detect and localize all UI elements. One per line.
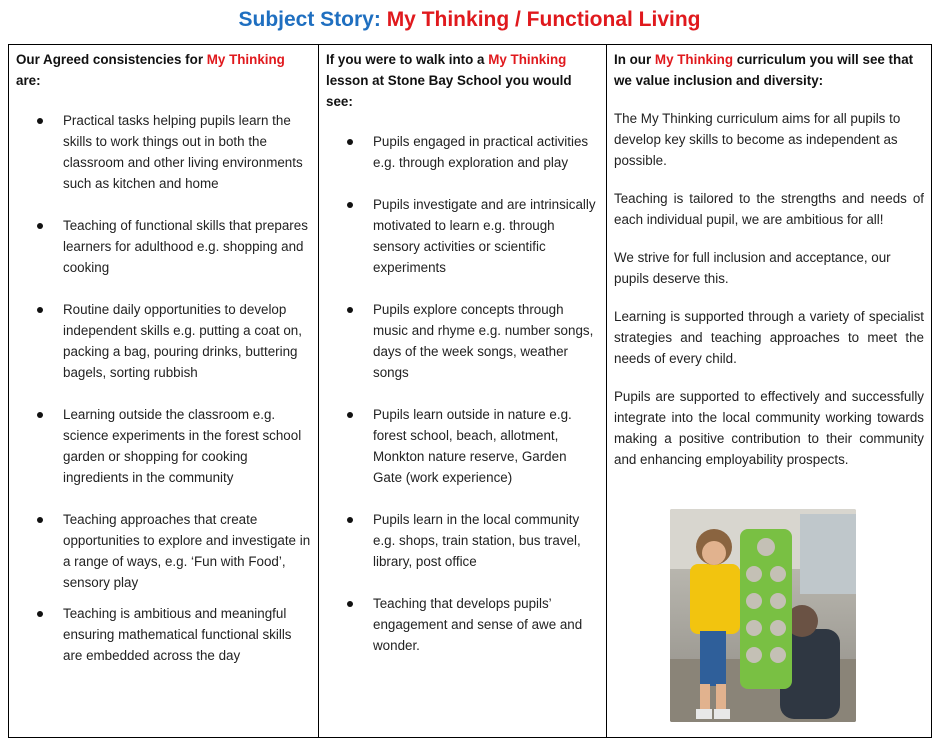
column-heading <box>16 49 311 91</box>
list-item <box>16 404 311 488</box>
content-table <box>8 44 932 738</box>
list-item-text: Pupils learn in the local community e.g. shops, train station, bus travel, library, post office <box>373 512 581 569</box>
list-item <box>326 404 599 488</box>
list-item-text: Pupils investigate and are intrinsically motivated to learn e.g. through sensory activities or scientific experiments <box>373 197 596 275</box>
list-item <box>16 299 311 383</box>
title-prefix: Subject Story: <box>238 8 381 31</box>
heading-text: are: <box>16 73 41 88</box>
bullet-icon <box>347 139 353 145</box>
heading-highlight: My Thinking <box>206 52 285 67</box>
list-item <box>16 603 311 666</box>
bullet-icon <box>347 202 353 208</box>
list-item <box>326 299 599 383</box>
bullet-icon <box>37 223 43 229</box>
bullet-icon <box>37 412 43 418</box>
list-item <box>326 131 599 173</box>
list-item-text: Pupils explore concepts through music and rhyme e.g. number songs, days of the week songs, weather songs <box>373 302 594 380</box>
list-item-text: Teaching of functional skills that prepares learners for adulthood e.g. shopping and cooking <box>63 218 308 275</box>
heading-text: If you were to walk into a <box>326 52 489 67</box>
column-lesson-observations <box>319 45 607 737</box>
list-item <box>16 509 311 593</box>
photo-illustration <box>670 509 856 722</box>
column-agreed-consistencies <box>9 45 319 737</box>
paragraph: We strive for full inclusion and acceptance, our pupils deserve this. <box>614 250 891 286</box>
bullet-icon <box>37 307 43 313</box>
list-item <box>16 215 311 278</box>
list-item-text: Teaching is ambitious and meaningful ensuring mathematical functional skills are embedded across the day <box>63 606 292 663</box>
list-item-text: Pupils learn outside in nature e.g. forest school, beach, allotment, Monkton nature reserve, Garden Gate (work experience) <box>373 407 572 485</box>
bullet-icon <box>37 611 43 617</box>
paragraph: The My Thinking curriculum aims for all pupils to develop key skills to become as independent as possible. <box>614 111 901 168</box>
list-item-text: Teaching that develops pupils’ engagement and sense of awe and wonder. <box>373 596 583 653</box>
list-item <box>16 110 311 194</box>
column-heading <box>614 49 924 91</box>
list-item-text: Teaching approaches that create opportunities to explore and investigate in a range of ways, e.g. ‘Fun with Food’, sensory play <box>63 512 311 590</box>
page-title <box>0 8 939 32</box>
bullet-icon <box>347 601 353 607</box>
heading-text: In our <box>614 52 655 67</box>
heading-text: lesson at Stone Bay School you would see: <box>326 73 572 109</box>
heading-highlight: My Thinking <box>488 52 567 67</box>
column-heading <box>326 49 599 112</box>
list-item <box>326 194 599 278</box>
classroom-photo <box>670 509 856 722</box>
list-item-text: Learning outside the classroom e.g. science experiments in the forest school garden or shopping for cooking ingredients in the community <box>63 407 302 485</box>
bullet-icon <box>37 118 43 124</box>
bullet-icon <box>347 412 353 418</box>
list-item <box>326 509 599 572</box>
bullet-list <box>16 110 311 666</box>
paragraph: Learning is supported through a variety of specialist strategies and teaching approaches to meet the needs of every child. <box>614 309 924 366</box>
title-main: My Thinking / Functional Living <box>386 8 701 31</box>
list-item <box>326 593 599 656</box>
list-item-text: Practical tasks helping pupils learn the skills to work things out in both the classroom and other living environments such as kitchen and home <box>63 113 303 191</box>
heading-text: curriculum you will see that we value inclusion and diversity: <box>614 52 914 88</box>
column-inclusion-diversity <box>607 45 931 737</box>
paragraph: Teaching is tailored to the strengths and needs of each individual pupil, we are ambitious for all! <box>614 191 924 227</box>
paragraph: Pupils are supported to effectively and successfully integrate into the local community working towards making a positive contribution to their community and enhancing employability prospects. <box>614 389 924 467</box>
list-item-text: Pupils engaged in practical activities e.g. through exploration and play <box>373 134 589 170</box>
bullet-list <box>326 131 599 656</box>
heading-text: Our Agreed consistencies for <box>16 52 207 67</box>
heading-highlight: My Thinking <box>654 52 734 67</box>
bullet-icon <box>347 517 353 523</box>
bullet-icon <box>347 307 353 313</box>
list-item-text: Routine daily opportunities to develop independent skills e.g. putting a coat on, packing a bag, pouring drinks, buttering bagels, sorting rubbish <box>63 302 302 380</box>
bullet-icon <box>37 517 43 523</box>
